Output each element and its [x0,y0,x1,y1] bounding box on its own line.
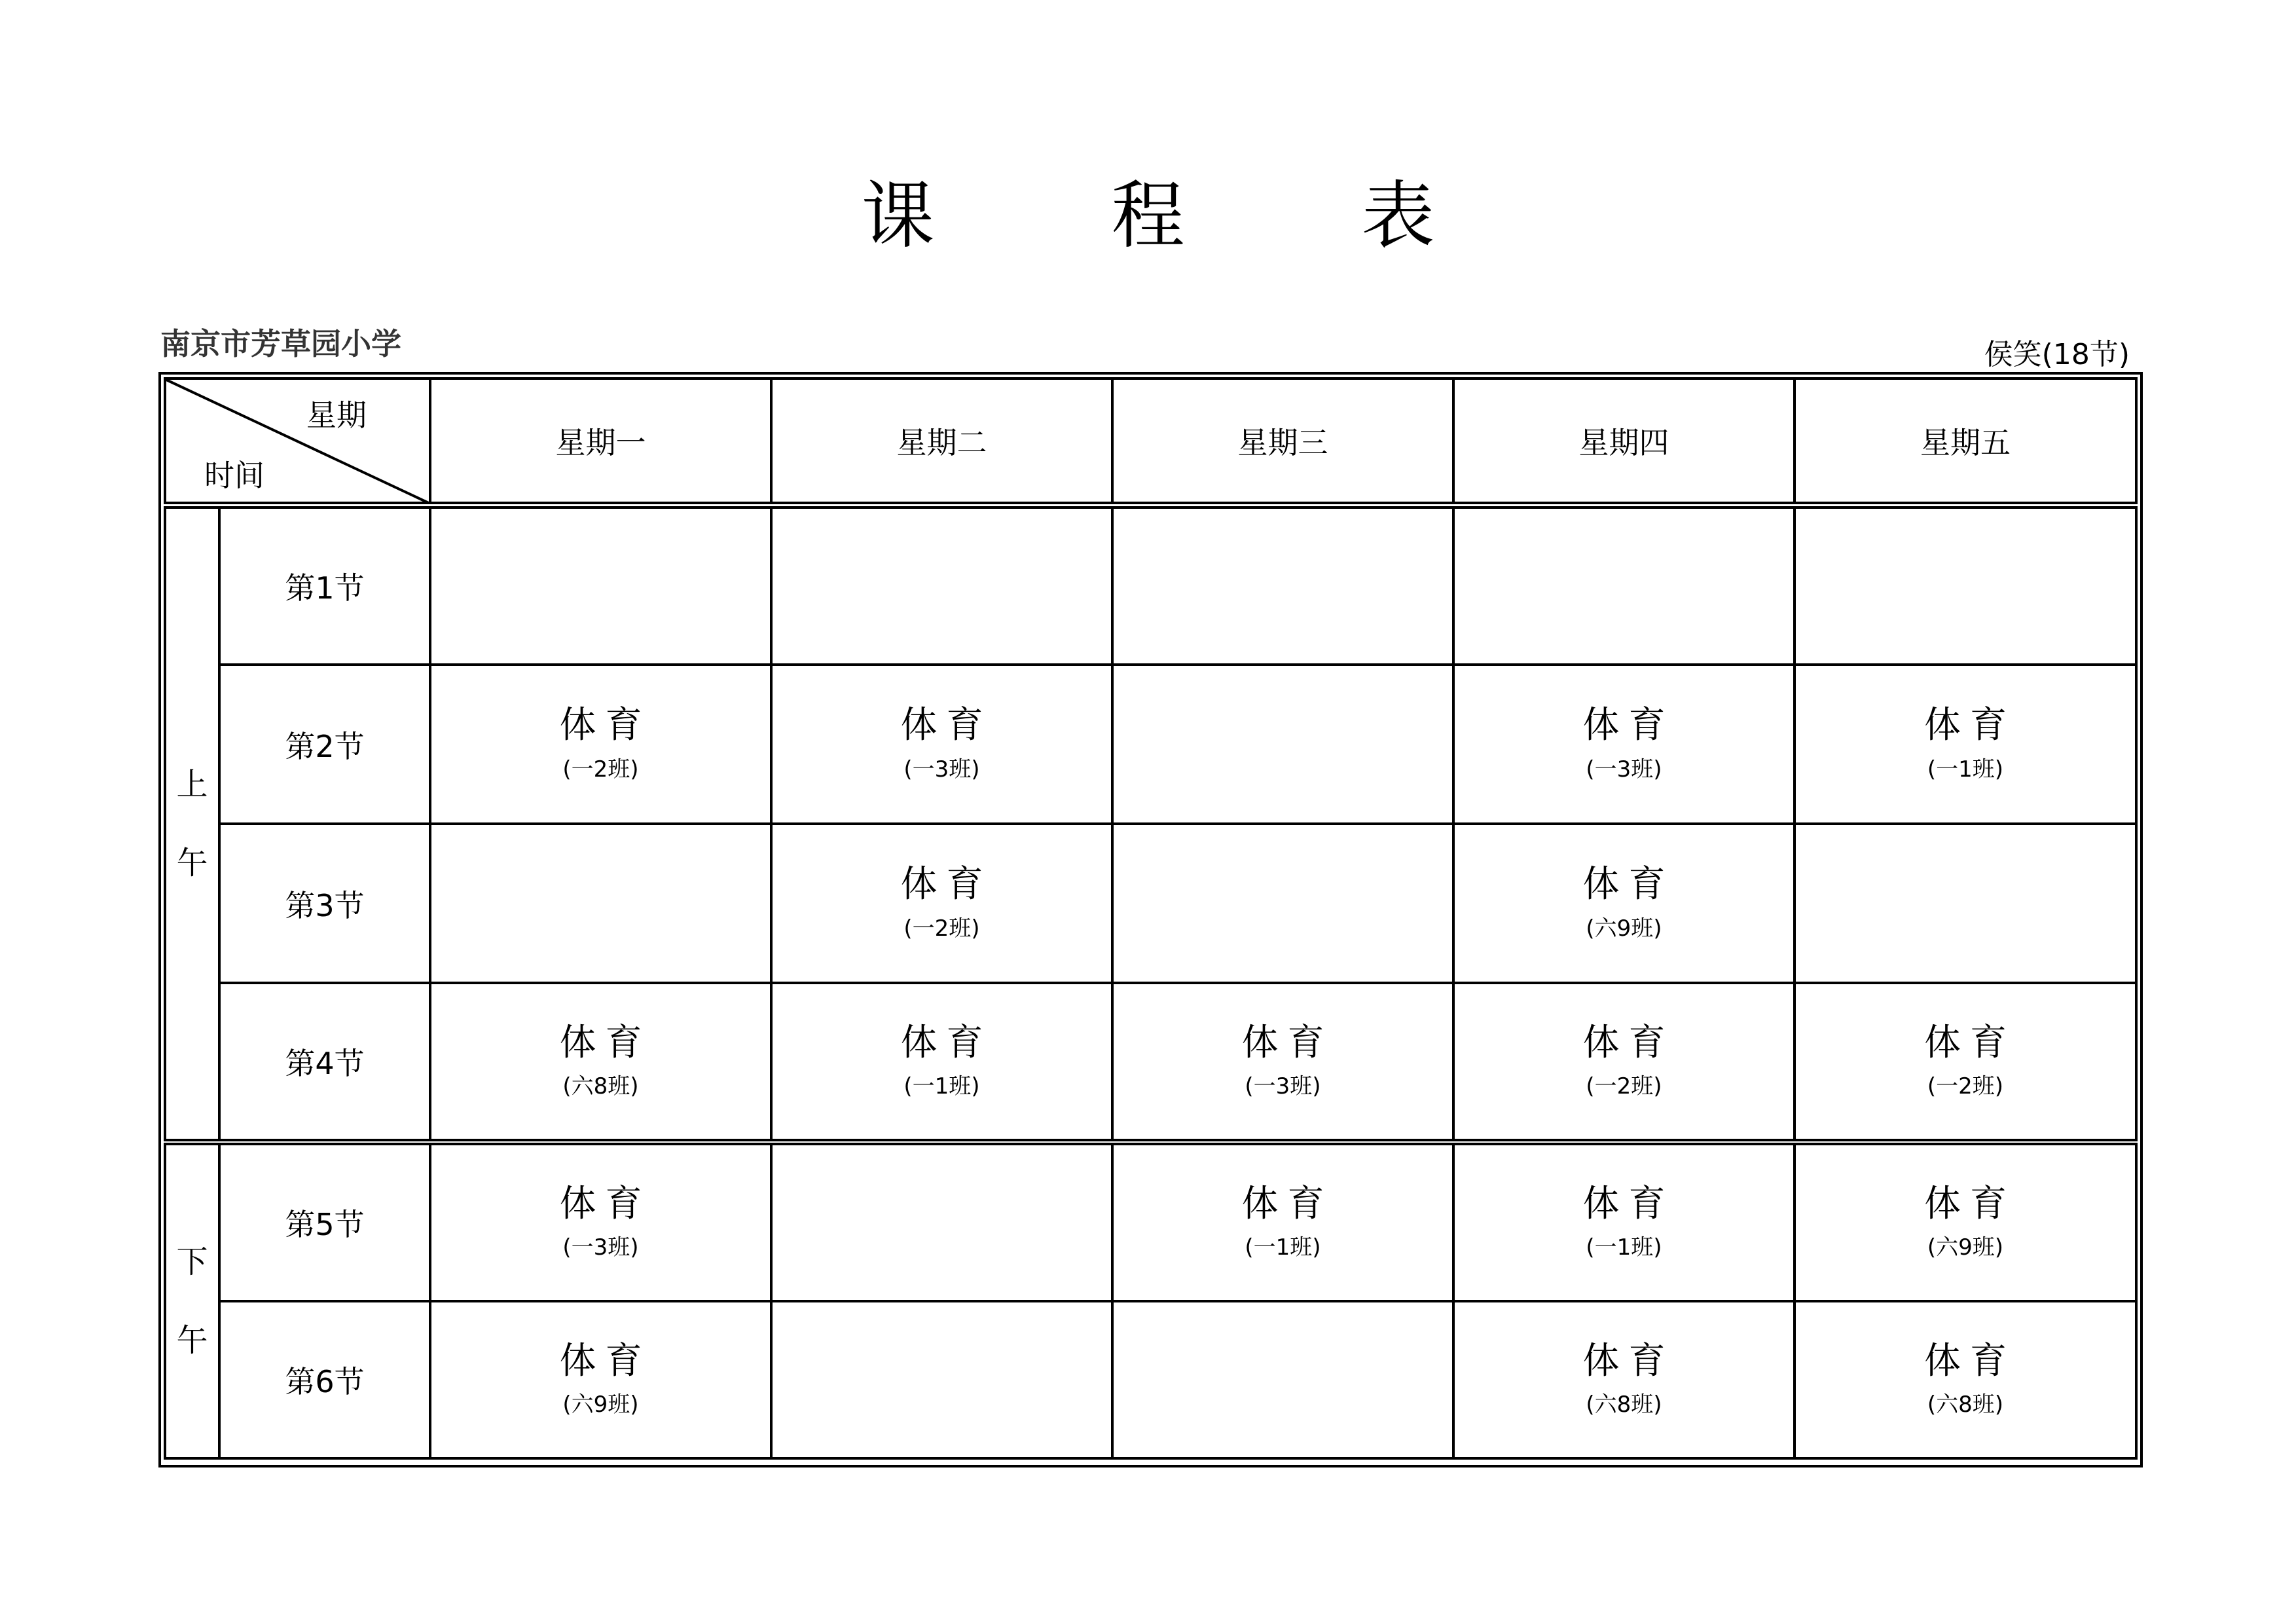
schedule-cell [1453,824,1795,983]
subject: 体育 [1924,704,2016,747]
class-label: (六9班) [562,1392,639,1418]
schedule-cell [430,824,771,983]
title-char-2: 程 [1111,174,1185,259]
schedule-cell [1795,824,2136,983]
class-label: (一2班) [1586,1073,1662,1100]
subject: 体育 [1582,863,1675,906]
header-table [164,377,2138,504]
morning-label-char: 午 [176,845,208,881]
schedule-cell [771,507,1112,665]
schedule-cell [1795,1301,2136,1458]
schedule-cell [1112,1301,1453,1458]
day-header: 星期一 [430,378,771,503]
schedule-cell [1453,1301,1795,1458]
schedule-cell [771,665,1112,824]
subject: 体育 [900,1021,993,1064]
afternoon-label-char: 午 [176,1322,208,1359]
schedule-cell [771,1144,1112,1301]
subject: 体育 [1582,1021,1675,1064]
schedule-cell [1453,983,1795,1140]
class-label: (一1班) [1245,1234,1321,1261]
schedule-cell [1112,824,1453,983]
class-label: (一2班) [1927,1073,2004,1100]
schedule-cell [1795,983,2136,1140]
class-label: (六9班) [1927,1234,2004,1261]
class-label: (一1班) [1586,1234,1662,1261]
title-char-1: 课 [861,174,935,259]
subject: 体育 [900,704,993,747]
morning-label [165,507,219,1140]
subject: 体育 [1582,1182,1675,1225]
class-label: (一1班) [1927,756,2004,783]
subject: 体育 [1924,1021,2016,1064]
class-label: (一2班) [562,756,639,783]
schedule-cell [1112,507,1453,665]
corner-day-label: 星期 [306,397,367,433]
schedule-cell [771,983,1112,1140]
subject: 体育 [559,1182,651,1225]
period-label: 第5节 [219,1144,430,1301]
subject: 体育 [559,1021,651,1064]
class-label: (一3班) [562,1234,639,1261]
schedule-cell [1795,507,2136,665]
page-title [0,167,2296,265]
schedule-cell [1112,665,1453,824]
schedule-cell [1795,1144,2136,1301]
class-label: (六8班) [562,1073,639,1100]
afternoon-label-char: 下 [176,1244,208,1280]
subject: 体育 [900,863,993,906]
schedule-cell [430,983,771,1140]
corner-time-label: 时间 [204,458,264,493]
period-label: 第3节 [219,824,430,983]
subject: 体育 [1924,1339,2016,1382]
morning-label-char: 上 [176,766,208,803]
period-label: 第4节 [219,983,430,1140]
period-label: 第2节 [219,665,430,824]
afternoon-table [164,1143,2138,1460]
class-label: (六8班) [1927,1392,2004,1418]
schedule-cell [1112,1144,1453,1301]
subject: 体育 [1582,1339,1675,1382]
schedule-cell [1453,507,1795,665]
morning-table [164,506,2138,1141]
subject: 体育 [559,704,651,747]
class-label: (一3班) [903,756,980,783]
schedule-cell [1453,665,1795,824]
schedule-cell [1795,665,2136,824]
subject: 体育 [1582,704,1675,747]
class-label: (一3班) [1245,1073,1321,1100]
schedule-cell [430,1144,771,1301]
class-label: (六8班) [1586,1392,1662,1418]
period-label: 第1节 [219,507,430,665]
subject: 体育 [1241,1021,1334,1064]
afternoon-label [165,1144,219,1458]
school-name: 南京市芳草园小学 [160,326,401,361]
schedule-cell [1453,1144,1795,1301]
class-label: (六9班) [1586,915,1662,942]
schedule-cell [430,665,771,824]
day-header: 星期四 [1453,378,1795,503]
day-header: 星期五 [1795,378,2136,503]
class-label: (一3班) [1586,756,1662,783]
day-header: 星期二 [771,378,1112,503]
schedule-cell [771,1301,1112,1458]
class-label: (一2班) [903,915,980,942]
period-label: 第6节 [219,1301,430,1458]
subject: 体育 [559,1339,651,1382]
teacher-info: 侯笑(18节) [1984,338,2130,371]
schedule-cell [771,824,1112,983]
class-label: (一1班) [903,1073,980,1100]
subject: 体育 [1241,1182,1334,1225]
corner-cell [165,378,430,503]
schedule-cell [430,1301,771,1458]
schedule-cell [430,507,771,665]
schedule-cell [1112,983,1453,1140]
subject: 体育 [1924,1182,2016,1225]
day-header: 星期三 [1112,378,1453,503]
title-char-3: 表 [1361,174,1435,259]
